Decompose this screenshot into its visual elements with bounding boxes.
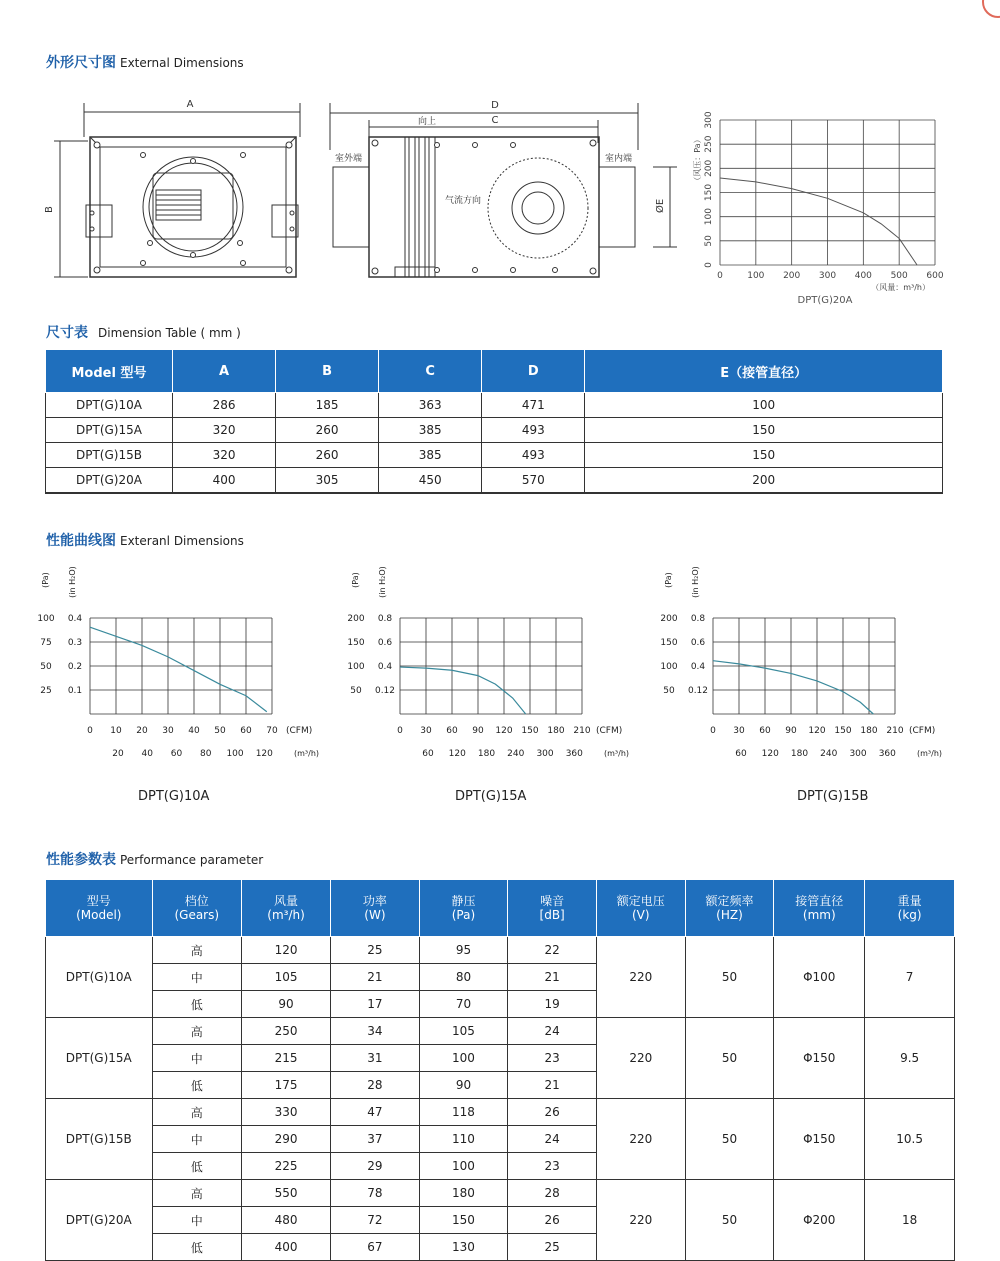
table-cell: DPT(G)15B: [46, 443, 173, 468]
y-tick-label: 250: [704, 135, 714, 153]
table-cell: 72: [331, 1207, 420, 1234]
cfm-tick-label: 30: [420, 726, 432, 736]
table-cell: DPT(G)20A: [46, 468, 173, 494]
pipe-diameter-cell: Φ100: [774, 937, 865, 1018]
table-cell: 28: [331, 1072, 420, 1099]
header-cn: 接管直径: [795, 894, 844, 908]
in-tick-label: 0.12: [374, 686, 396, 696]
voltage-cell: 220: [596, 937, 685, 1018]
table-cell: 中: [152, 1045, 241, 1072]
chart-title: DPT(G)20A: [797, 295, 853, 306]
table-cell: 105: [419, 1018, 508, 1045]
header-cell: [331, 880, 420, 937]
table-cell: 180: [419, 1180, 508, 1207]
header-unit: [dB]: [539, 908, 565, 922]
table-row: [46, 468, 943, 494]
m3-tick-label: 180: [477, 749, 496, 759]
in-tick-label: 0.8: [690, 614, 706, 624]
table-cell: 260: [276, 418, 379, 443]
section-title-en: Exteranl Dimensions: [120, 534, 244, 548]
cfm-tick-label: 50: [214, 726, 226, 736]
header-cell: [865, 880, 955, 937]
header-cell: [241, 880, 330, 937]
table-cell: 250: [241, 1018, 330, 1045]
header-unit: (HZ): [716, 908, 743, 922]
header-cell: [596, 880, 685, 937]
label-airflow: 气流方向: [445, 196, 482, 206]
pa-tick-label: 200: [347, 614, 365, 624]
m3-tick-label: 240: [820, 749, 838, 759]
table-cell: 290: [241, 1126, 330, 1153]
header-cn: 额定电压: [616, 894, 665, 908]
pa-tick-label: 50: [663, 686, 675, 696]
header-cell: [774, 880, 865, 937]
cfm-tick-label: 150: [834, 726, 852, 736]
table-cell: 78: [331, 1180, 420, 1207]
m3-unit-label: (m³/h): [604, 749, 630, 758]
section-title-cn: 性能曲线图: [46, 533, 116, 549]
header-cell: [419, 880, 508, 937]
header-cell: [152, 880, 241, 937]
cfm-tick-label: 120: [808, 726, 826, 736]
section-title-dimension: [46, 322, 241, 342]
cfm-tick-label: 70: [266, 726, 278, 736]
header-cn: 静压: [451, 894, 476, 908]
section-title-cn: 外形尺寸图: [46, 55, 116, 71]
voltage-cell: 220: [596, 1099, 685, 1180]
table-row: [46, 418, 943, 443]
m3-tick-label: 300: [849, 749, 867, 759]
header-unit: (V): [631, 908, 650, 922]
table-cell: 24: [508, 1018, 597, 1045]
y-tick-label: 100: [704, 208, 714, 226]
in-tick-label: 0.3: [67, 638, 83, 648]
header-cn: 档位: [184, 894, 209, 908]
dim-label-b: B: [44, 206, 55, 213]
side-view-drawing: [325, 95, 685, 290]
table-cell: 中: [152, 964, 241, 991]
table-cell: 200: [585, 468, 943, 494]
header-cn: 噪音: [540, 894, 565, 908]
table-cell: 100: [419, 1045, 508, 1072]
y-tick-label: 0: [704, 262, 714, 268]
table-cell: 493: [482, 443, 585, 468]
table-cell: 150: [419, 1207, 508, 1234]
label-indoor: 室内端: [605, 154, 633, 164]
table-cell: 70: [419, 991, 508, 1018]
table-cell: 19: [508, 991, 597, 1018]
pa-tick-label: 50: [40, 662, 52, 672]
series-line: [720, 178, 917, 265]
m3-tick-label: 120: [761, 749, 779, 759]
y-axis-label-pa: (Pa): [664, 572, 673, 588]
header-cell: A: [173, 350, 276, 393]
frequency-cell: 50: [685, 1099, 774, 1180]
cfm-tick-label: 60: [446, 726, 458, 736]
table-cell: DPT(G)10A: [46, 393, 173, 418]
model-cell: DPT(G)15B: [46, 1099, 153, 1180]
table-cell: 363: [379, 393, 482, 418]
x-tick-label: 400: [854, 271, 872, 281]
table-cell: 21: [508, 964, 597, 991]
table-cell: 24: [508, 1126, 597, 1153]
in-tick-label: 0.12: [687, 686, 709, 696]
weight-cell: 18: [865, 1180, 955, 1261]
table-row: [46, 937, 955, 964]
x-tick-label: 100: [747, 271, 765, 281]
voltage-cell: 220: [596, 1180, 685, 1261]
weight-cell: 7: [865, 937, 955, 1018]
cfm-tick-label: 180: [860, 726, 878, 736]
table-cell: 286: [173, 393, 276, 418]
section-title-en: External Dimensions: [120, 56, 244, 70]
table-cell: 320: [173, 443, 276, 468]
m3-tick-label: 120: [448, 749, 466, 759]
table-header-row: [46, 350, 943, 393]
pa-tick-label: 100: [347, 662, 365, 672]
model-cell: DPT(G)15A: [46, 1018, 153, 1099]
series-line: [90, 627, 267, 712]
performance-table: [45, 879, 955, 1261]
cfm-tick-label: 0: [87, 726, 93, 736]
table-cell: 550: [241, 1180, 330, 1207]
x-tick-label: 200: [783, 271, 801, 281]
table-cell: 低: [152, 1072, 241, 1099]
pa-tick-label: 100: [37, 614, 55, 624]
pa-tick-label: 75: [40, 638, 52, 648]
m3-tick-label: 80: [200, 749, 212, 759]
y-axis-label-in: (in H₂O): [68, 566, 77, 598]
series-line: [713, 661, 873, 714]
table-cell: 320: [173, 418, 276, 443]
table-row: [46, 1018, 955, 1045]
table-cell: 低: [152, 1234, 241, 1261]
chart-dpt15b: [653, 560, 953, 770]
table-cell: 22: [508, 937, 597, 964]
m3-unit-label: (m³/h): [294, 749, 320, 758]
table-cell: 低: [152, 1153, 241, 1180]
label-outdoor: 室外端: [335, 154, 363, 164]
header-cn: 风量: [274, 894, 299, 908]
pa-tick-label: 100: [660, 662, 678, 672]
in-tick-label: 0.4: [377, 662, 393, 672]
frequency-cell: 50: [685, 1018, 774, 1099]
pa-tick-label: 50: [350, 686, 362, 696]
pa-tick-label: 150: [347, 638, 365, 648]
table-cell: 215: [241, 1045, 330, 1072]
table-cell: 570: [482, 468, 585, 494]
table-cell: 25: [508, 1234, 597, 1261]
table-cell: 185: [276, 393, 379, 418]
header-cell: [508, 880, 597, 937]
section-title-cn: 尺寸表: [46, 325, 88, 341]
table-cell: 118: [419, 1099, 508, 1126]
cfm-tick-label: 40: [188, 726, 200, 736]
cfm-tick-label: 210: [573, 726, 591, 736]
y-tick-label: 150: [704, 183, 714, 202]
section-title-cn: 性能参数表: [46, 852, 116, 868]
y-tick-label: 50: [704, 235, 714, 247]
table-cell: DPT(G)15A: [46, 418, 173, 443]
section-title-parameter: [46, 849, 263, 869]
m3-tick-label: 40: [141, 749, 153, 759]
table-cell: 120: [241, 937, 330, 964]
x-tick-label: 0: [717, 271, 723, 281]
series-line: [400, 667, 526, 714]
model-cell: DPT(G)10A: [46, 937, 153, 1018]
header-unit: (Gears): [174, 908, 220, 922]
section-title-curve: [46, 530, 244, 550]
dimension-table: [45, 349, 943, 494]
pa-tick-label: 150: [660, 638, 678, 648]
header-cell: B: [276, 350, 379, 393]
cfm-tick-label: 120: [495, 726, 513, 736]
y-tick-label: 300: [704, 111, 714, 129]
y-axis-label-pa: (Pa): [351, 572, 360, 588]
table-cell: 90: [419, 1072, 508, 1099]
header-cn: 额定频率: [705, 894, 754, 908]
table-cell: 25: [331, 937, 420, 964]
table-cell: 29: [331, 1153, 420, 1180]
table-row: [46, 393, 943, 418]
cfm-tick-label: 90: [472, 726, 484, 736]
x-tick-label: 600: [926, 271, 944, 281]
section-title-en: Performance parameter: [120, 853, 264, 867]
table-cell: 110: [419, 1126, 508, 1153]
table-cell: 21: [508, 1072, 597, 1099]
dim-label-c: C: [491, 115, 499, 126]
y-axis-label-in: (in H₂O): [378, 566, 387, 598]
dim-label-e: ØE: [655, 198, 666, 213]
in-tick-label: 0.2: [67, 662, 83, 672]
header-cn: 功率: [362, 894, 387, 908]
cfm-tick-label: 0: [397, 726, 403, 736]
table-cell: 28: [508, 1180, 597, 1207]
in-tick-label: 0.8: [377, 614, 393, 624]
table-cell: 34: [331, 1018, 420, 1045]
dim-label-a: A: [186, 99, 194, 110]
table-cell: 47: [331, 1099, 420, 1126]
weight-cell: 10.5: [865, 1099, 955, 1180]
pipe-diameter-cell: Φ200: [774, 1180, 865, 1261]
header-cell: C: [379, 350, 482, 393]
m3-tick-label: 180: [790, 749, 809, 759]
table-cell: 高: [152, 1180, 241, 1207]
m3-tick-label: 360: [565, 749, 583, 759]
table-row: [46, 1099, 955, 1126]
in-tick-label: 0.6: [690, 638, 706, 648]
table-cell: 95: [419, 937, 508, 964]
table-cell: 80: [419, 964, 508, 991]
table-cell: 21: [331, 964, 420, 991]
m3-tick-label: 120: [255, 749, 273, 759]
m3-tick-label: 20: [112, 749, 124, 759]
m3-tick-label: 360: [878, 749, 896, 759]
cfm-tick-label: 60: [759, 726, 771, 736]
table-cell: 150: [585, 443, 943, 468]
y-axis-label-in: (in H₂O): [691, 566, 700, 598]
table-cell: 31: [331, 1045, 420, 1072]
cfm-tick-label: 0: [710, 726, 716, 736]
table-cell: 175: [241, 1072, 330, 1099]
table-cell: 105: [241, 964, 330, 991]
pipe-diameter-cell: Φ150: [774, 1099, 865, 1180]
header-unit: (m³/h): [267, 908, 305, 922]
chart-dpt20a: [685, 100, 955, 310]
chart-caption: DPT(G)10A: [138, 789, 210, 804]
table-cell: 150: [585, 418, 943, 443]
m3-tick-label: 240: [507, 749, 525, 759]
weight-cell: 9.5: [865, 1018, 955, 1099]
table-cell: 480: [241, 1207, 330, 1234]
cfm-tick-label: 180: [547, 726, 565, 736]
cfm-tick-label: 20: [136, 726, 148, 736]
chart-caption: DPT(G)15A: [455, 789, 527, 804]
cfm-tick-label: 10: [110, 726, 122, 736]
header-unit: (Model): [76, 908, 122, 922]
table-header-row: [46, 880, 955, 937]
header-unit: (mm): [802, 908, 836, 922]
table-cell: 471: [482, 393, 585, 418]
cfm-tick-label: 150: [521, 726, 539, 736]
pa-tick-label: 25: [40, 686, 52, 696]
table-cell: 高: [152, 1099, 241, 1126]
corner-decoration: [982, 0, 1000, 18]
frequency-cell: 50: [685, 1180, 774, 1261]
table-cell: 23: [508, 1045, 597, 1072]
x-tick-label: 300: [818, 271, 837, 281]
in-tick-label: 0.4: [67, 614, 83, 624]
x-tick-label: 500: [890, 271, 908, 281]
table-cell: 26: [508, 1207, 597, 1234]
table-cell: 17: [331, 991, 420, 1018]
in-tick-label: 0.4: [690, 662, 706, 672]
table-cell: 中: [152, 1207, 241, 1234]
table-cell: 100: [419, 1153, 508, 1180]
cfm-unit-label: (CFM): [286, 726, 313, 736]
table-cell: 低: [152, 991, 241, 1018]
table-cell: 493: [482, 418, 585, 443]
header-unit: (Pa): [451, 908, 476, 922]
in-tick-label: 0.6: [377, 638, 393, 648]
header-cell: D: [482, 350, 585, 393]
m3-tick-label: 100: [226, 749, 244, 759]
frequency-cell: 50: [685, 937, 774, 1018]
table-cell: 305: [276, 468, 379, 494]
table-cell: 450: [379, 468, 482, 494]
table-cell: 37: [331, 1126, 420, 1153]
table-cell: 90: [241, 991, 330, 1018]
header-cn: 型号: [86, 894, 111, 908]
y-axis-label: （风压：Pa）: [693, 135, 702, 185]
table-cell: 385: [379, 418, 482, 443]
cfm-tick-label: 90: [785, 726, 797, 736]
chart-dpt15a: [340, 560, 640, 770]
header-cell: [685, 880, 774, 937]
x-axis-label: （风量：m³/h）: [871, 283, 930, 292]
table-cell: 高: [152, 1018, 241, 1045]
table-cell: 260: [276, 443, 379, 468]
label-up: 向上: [417, 117, 437, 127]
table-cell: 400: [173, 468, 276, 494]
section-title-en: Dimension Table ( mm ): [98, 326, 241, 340]
cfm-tick-label: 60: [240, 726, 252, 736]
header-cn: 重量: [897, 894, 922, 908]
cfm-tick-label: 30: [733, 726, 745, 736]
table-row: [46, 443, 943, 468]
header-unit: (W): [364, 908, 386, 922]
y-axis-label-pa: (Pa): [41, 572, 50, 588]
m3-tick-label: 300: [536, 749, 554, 759]
table-row: [46, 1180, 955, 1207]
chart-dpt10a: [30, 560, 330, 770]
pa-tick-label: 200: [660, 614, 678, 624]
m3-tick-label: 60: [735, 749, 747, 759]
table-cell: 67: [331, 1234, 420, 1261]
table-cell: 385: [379, 443, 482, 468]
cfm-unit-label: (CFM): [909, 726, 936, 736]
table-cell: 330: [241, 1099, 330, 1126]
y-tick-label: 200: [704, 159, 714, 177]
table-cell: 225: [241, 1153, 330, 1180]
header-cell: E（接管直径）: [585, 350, 943, 393]
header-unit: (kg): [897, 908, 922, 922]
table-cell: 高: [152, 937, 241, 964]
in-tick-label: 0.1: [67, 686, 83, 696]
cfm-tick-label: 30: [162, 726, 174, 736]
voltage-cell: 220: [596, 1018, 685, 1099]
cfm-unit-label: (CFM): [596, 726, 623, 736]
m3-tick-label: 60: [170, 749, 183, 759]
m3-tick-label: 60: [422, 749, 434, 759]
m3-unit-label: (m³/h): [917, 749, 943, 758]
header-cell: [46, 880, 153, 937]
chart-caption: DPT(G)15B: [797, 789, 869, 804]
table-cell: 130: [419, 1234, 508, 1261]
pipe-diameter-cell: Φ150: [774, 1018, 865, 1099]
table-cell: 100: [585, 393, 943, 418]
section-title-external: [46, 52, 244, 72]
table-cell: 23: [508, 1153, 597, 1180]
header-cell: Model 型号: [46, 350, 173, 393]
table-cell: 26: [508, 1099, 597, 1126]
table-cell: 400: [241, 1234, 330, 1261]
front-view-drawing: [40, 95, 320, 290]
table-cell: 中: [152, 1126, 241, 1153]
model-cell: DPT(G)20A: [46, 1180, 153, 1261]
dim-label-d: D: [491, 100, 499, 111]
cfm-tick-label: 210: [886, 726, 904, 736]
